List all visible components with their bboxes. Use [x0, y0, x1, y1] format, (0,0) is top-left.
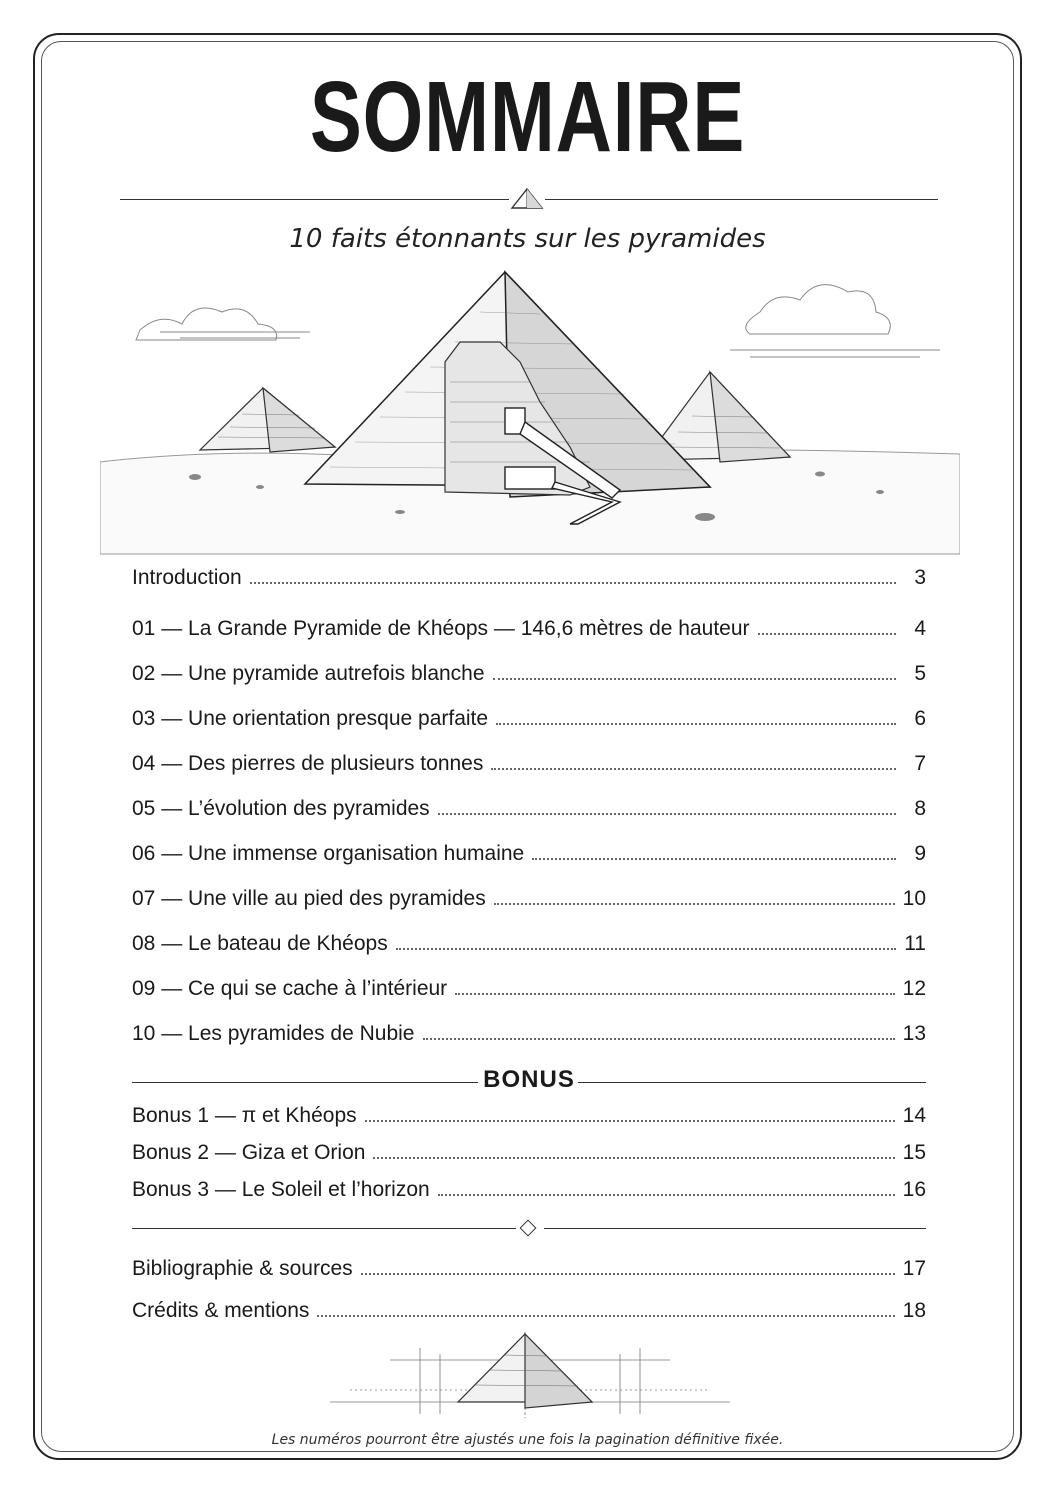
- leader-dots: [423, 1038, 895, 1040]
- toc-entry-label: 02 — Une pyramide autrefois blanche: [132, 662, 485, 685]
- toc-entry-10[interactable]: [132, 1016, 926, 1046]
- toc-entry-page: 10: [902, 887, 926, 910]
- toc-entry-label: 10 — Les pyramides de Nubie: [132, 1022, 415, 1045]
- toc-entry-label: Crédits & mentions: [132, 1299, 310, 1322]
- toc-entry-label: Bonus 2 — Giza et Orion: [132, 1141, 366, 1164]
- toc-entry-page: 6: [914, 707, 926, 730]
- toc-entry-02[interactable]: [132, 656, 926, 686]
- pyramid-blueprint-illustration: [330, 1330, 730, 1420]
- toc-entry-page: 4: [914, 617, 926, 640]
- leader-dots: [493, 678, 896, 680]
- toc-entry-page: 18: [902, 1299, 926, 1322]
- leader-dots: [494, 903, 895, 905]
- toc-entry-label: Bibliographie & sources: [132, 1257, 353, 1280]
- toc-entry-06[interactable]: [132, 836, 926, 866]
- toc-entry-bonus-1[interactable]: [132, 1098, 926, 1128]
- toc-entry-label: 06 — Une immense organisation humaine: [132, 842, 525, 865]
- leader-dots: [496, 723, 896, 725]
- toc-entry-03[interactable]: [132, 701, 926, 731]
- leader-dots: [361, 1273, 895, 1275]
- toc-entry-page: 11: [904, 932, 926, 955]
- toc-entry-label: 09 — Ce qui se cache à l’intérieur: [132, 977, 448, 1000]
- leader-dots: [317, 1315, 894, 1317]
- toc-entry-label: Bonus 1 — π et Khéops: [132, 1104, 357, 1127]
- pyramids-illustration: [100, 262, 960, 562]
- leader-dots: [532, 858, 896, 860]
- leader-dots: [758, 633, 896, 635]
- bonus-rule-right: [578, 1082, 926, 1083]
- toc-entry-04[interactable]: [132, 746, 926, 776]
- page-title: SOMMAIRE: [309, 61, 746, 173]
- toc-entry-label: 05 — L’évolution des pyramides: [132, 797, 430, 820]
- separator-rule-left: [132, 1228, 516, 1229]
- leader-dots: [438, 1194, 895, 1196]
- toc-entry-page: 13: [902, 1022, 926, 1045]
- leader-dots: [396, 948, 896, 950]
- toc-entry-label: Introduction: [132, 566, 242, 589]
- page-subtitle: 10 faits étonnants sur les pyramides: [289, 224, 766, 254]
- leader-dots: [491, 768, 896, 770]
- footnote: Les numéros pourront être ajustés une fois la pagination définitive fixée.: [271, 1432, 784, 1448]
- toc-entry-01[interactable]: [132, 611, 926, 641]
- toc-entry-label: 07 — Une ville au pied des pyramides: [132, 887, 486, 910]
- toc-entry-page: 17: [902, 1257, 926, 1280]
- toc-entry-bonus-2[interactable]: [132, 1135, 926, 1165]
- toc-entry-page: 7: [914, 752, 926, 775]
- leader-dots: [365, 1120, 895, 1122]
- leader-dots: [250, 582, 896, 584]
- toc-entry-page: 12: [902, 977, 926, 1000]
- leader-dots: [438, 813, 896, 815]
- toc-entry-label: 01 — La Grande Pyramide de Khéops — 146,6 mètres de hauteur: [132, 617, 750, 640]
- toc-entry-page: 9: [914, 842, 926, 865]
- toc-entry-credits[interactable]: [132, 1293, 926, 1323]
- toc-entry-page: 8: [914, 797, 926, 820]
- toc-entry-label: 03 — Une orientation presque parfaite: [132, 707, 489, 730]
- toc-entry-bonus-3[interactable]: [132, 1172, 926, 1202]
- leader-dots: [373, 1157, 894, 1159]
- toc-entry-page: 3: [914, 566, 926, 589]
- toc-entry-label: 04 — Des pierres de plusieurs tonnes: [132, 752, 484, 775]
- leader-dots: [455, 993, 894, 995]
- diamond-icon: [520, 1220, 537, 1237]
- section-separator: [132, 1219, 926, 1239]
- toc-entry-09[interactable]: [132, 971, 926, 1001]
- toc-entry-page: 16: [902, 1178, 926, 1201]
- toc-entry-page: 14: [902, 1104, 926, 1127]
- toc-entry-05[interactable]: [132, 791, 926, 821]
- toc-entry-label: 08 — Le bateau de Khéops: [132, 932, 388, 955]
- small-pyramid-icon: [509, 186, 545, 212]
- toc-entry-page: 5: [914, 662, 926, 685]
- separator-rule-right: [544, 1228, 926, 1229]
- bonus-heading: [132, 1066, 926, 1098]
- toc-entry-bibliography[interactable]: [132, 1251, 926, 1281]
- toc-entry-07[interactable]: [132, 881, 926, 911]
- toc-entry-08[interactable]: [132, 926, 926, 956]
- bonus-heading-text: BONUS: [483, 1066, 575, 1093]
- toc-entry-introduction[interactable]: [132, 560, 926, 590]
- toc-entry-page: 15: [902, 1141, 926, 1164]
- toc-entry-label: Bonus 3 — Le Soleil et l’horizon: [132, 1178, 430, 1201]
